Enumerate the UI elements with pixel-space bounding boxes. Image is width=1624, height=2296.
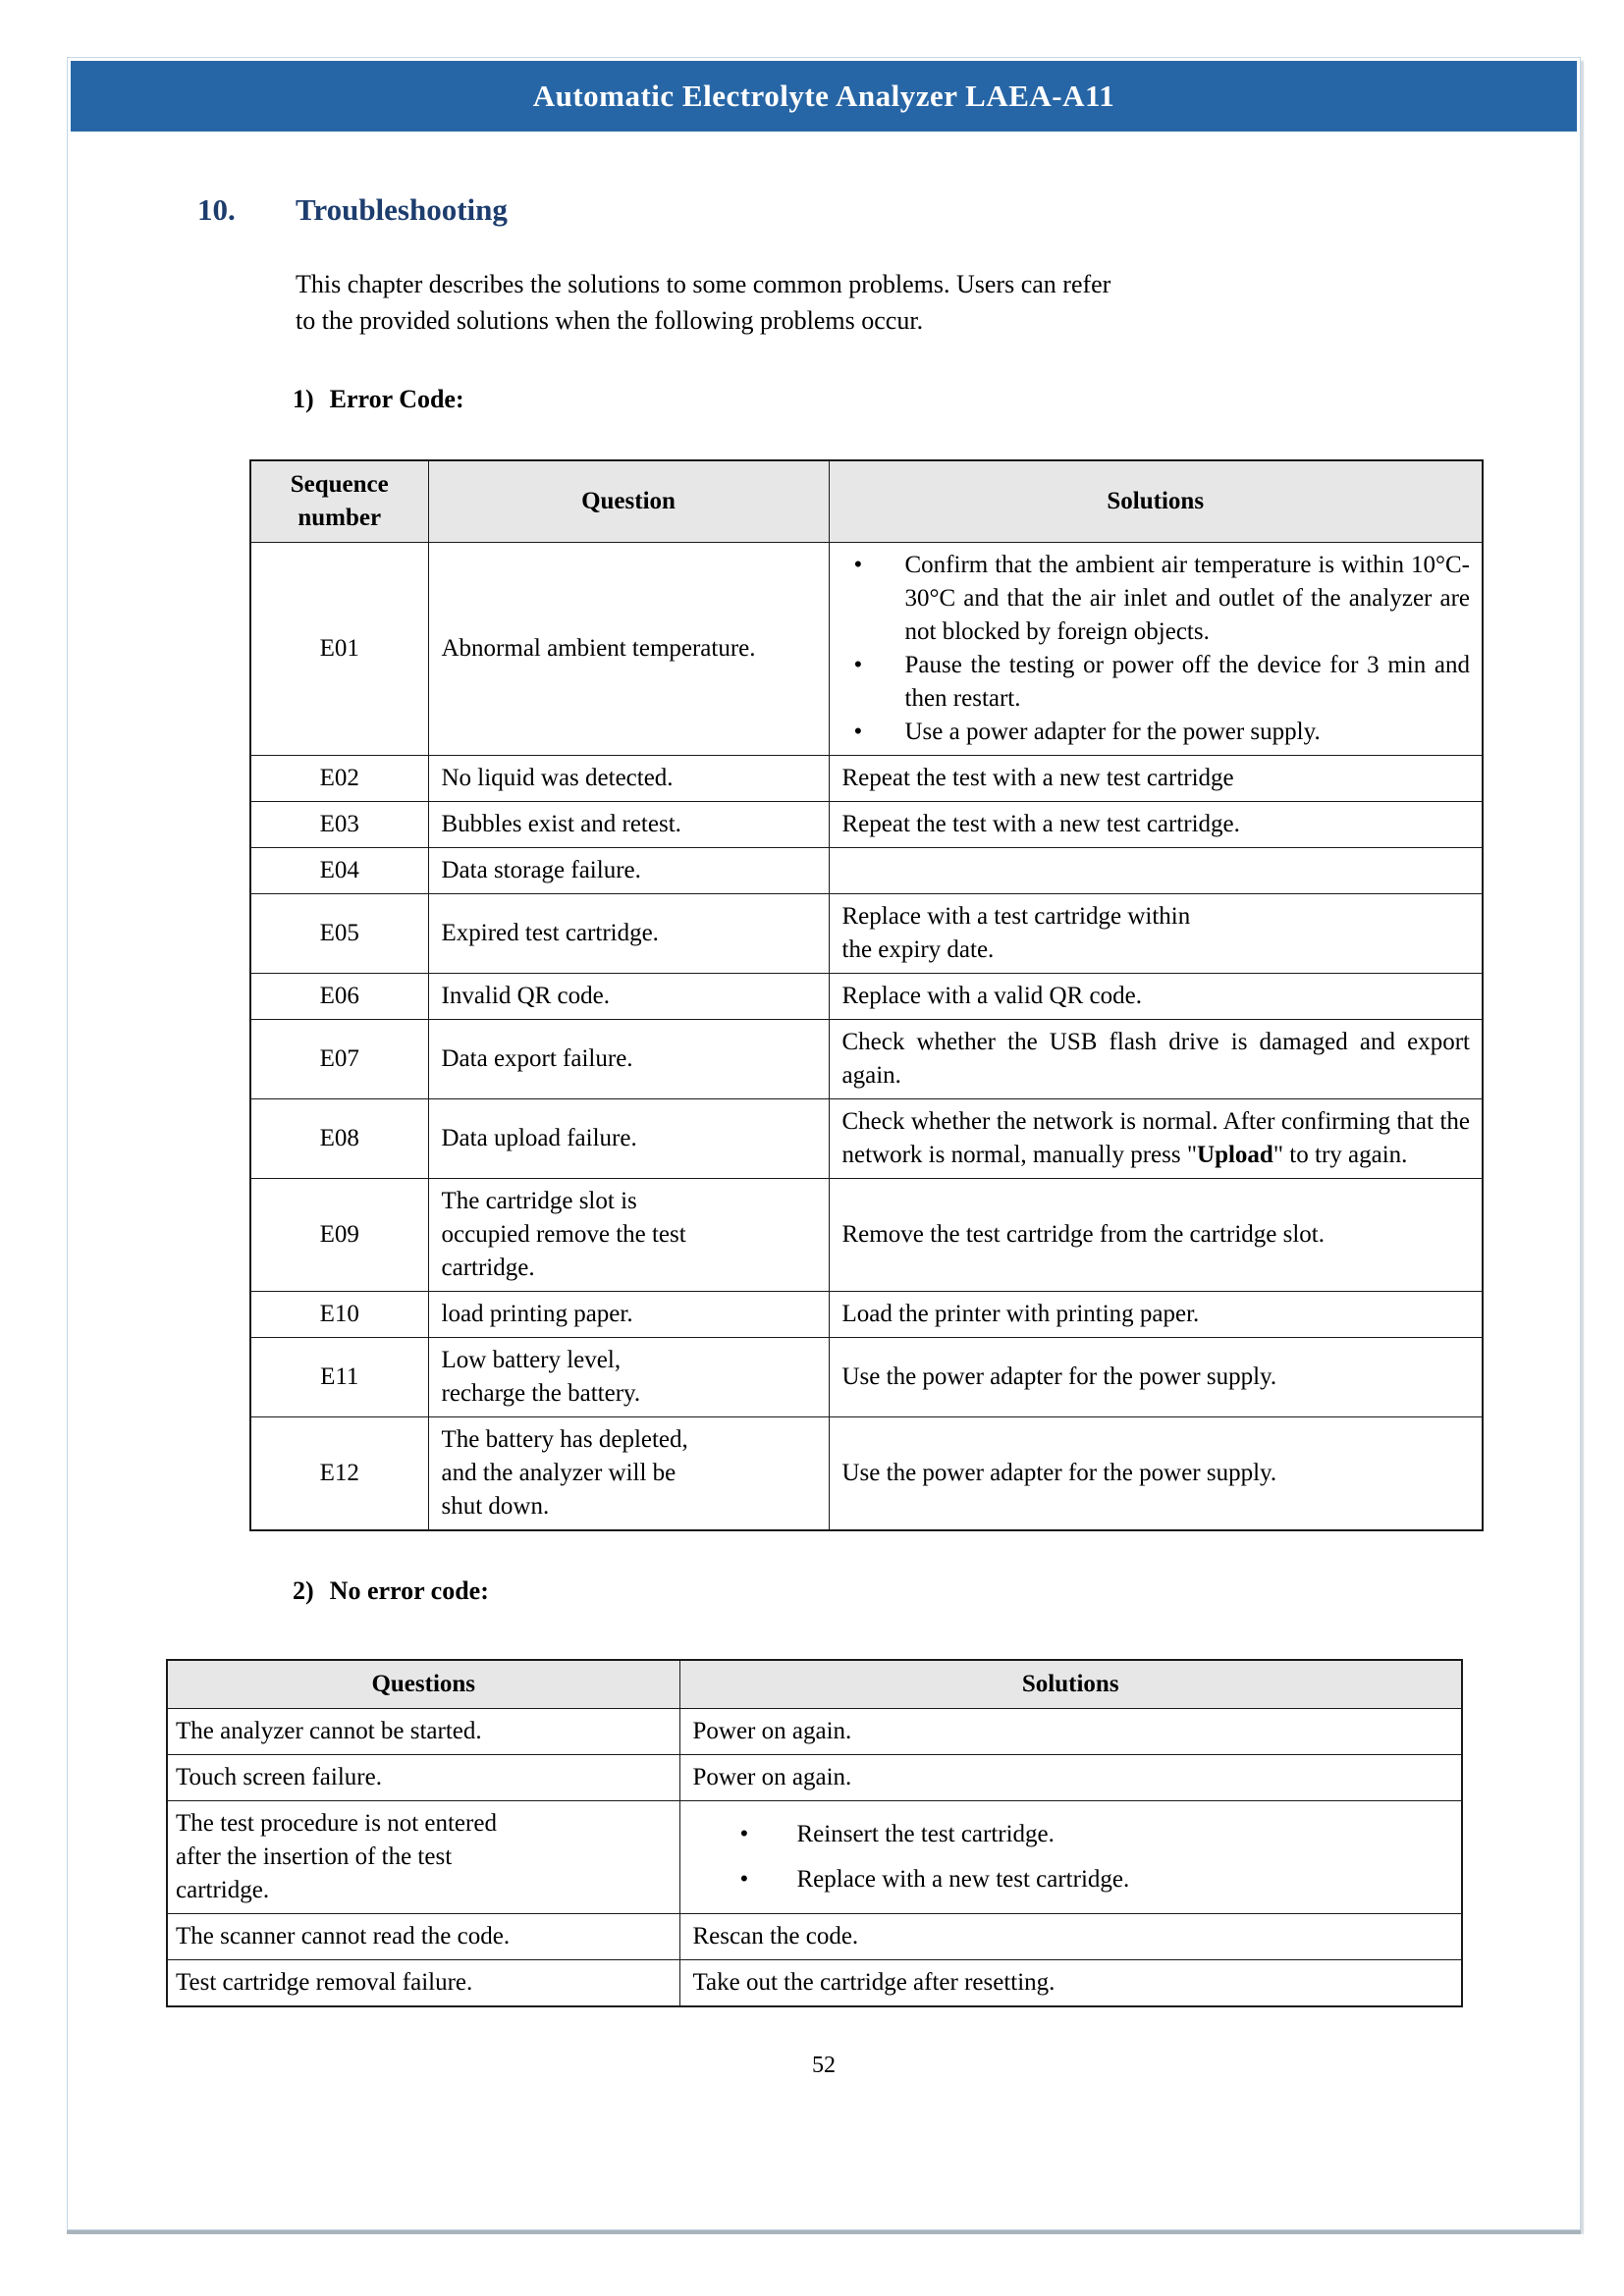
bullet-text: Confirm that the ambient air temperature is within 10°C-30°C and that the air inlet and outlet of the analyzer are not blocked by foreign objects. xyxy=(904,551,1470,645)
sequence-number-cell: E07 xyxy=(250,1019,428,1098)
bullet-item xyxy=(693,1863,1450,1896)
text-segment: " to try again. xyxy=(1272,1141,1408,1168)
bullet-marker: • xyxy=(853,651,863,678)
question-cell: The analyzer cannot be started. xyxy=(167,1708,679,1754)
table-row xyxy=(250,1178,1483,1291)
intro-line: This chapter describes the solutions to some common problems. Users can refer xyxy=(296,270,1111,298)
header-bar xyxy=(71,61,1577,132)
solutions-cell: Remove the test cartridge from the cartridge slot. xyxy=(829,1178,1483,1291)
bullet-text: Replace with a new test cartridge. xyxy=(796,1865,1130,1893)
bullet-text: Pause the testing or power off the device for 3 min and then restart. xyxy=(904,651,1470,712)
solutions-cell: Replace with a valid QR code. xyxy=(829,973,1483,1019)
cell-text xyxy=(842,1105,1471,1172)
text-segment: Check whether the network is normal. After confirming that the network is normal, manually press " xyxy=(841,1107,1470,1168)
sequence-number-cell: E05 xyxy=(250,893,428,973)
solutions-cell xyxy=(829,542,1483,755)
intro-line: to the provided solutions when the following problems occur. xyxy=(296,305,924,335)
sequence-number-cell: E03 xyxy=(250,801,428,847)
table-row xyxy=(250,973,1483,1019)
table-row xyxy=(250,1098,1483,1178)
solutions-cell xyxy=(829,847,1483,893)
subsection-1-heading xyxy=(293,385,1580,414)
solutions-cell: Repeat the test with a new test cartridge. xyxy=(829,801,1483,847)
cell-line: and the analyzer will be xyxy=(441,1459,677,1486)
question-cell: The scanner cannot read the code. xyxy=(167,1913,679,1959)
sequence-number-cell: E08 xyxy=(250,1098,428,1178)
bullet-marker: • xyxy=(739,1865,749,1893)
cell-line: the expiry date. xyxy=(841,935,995,963)
document-page xyxy=(67,57,1581,2230)
cell-line: recharge the battery. xyxy=(441,1379,641,1407)
table-row xyxy=(167,1959,1462,2006)
bullet-marker: • xyxy=(853,718,863,745)
subsection-2-number: 2) xyxy=(293,1575,314,1605)
table-row xyxy=(250,1337,1483,1416)
solutions-cell: Check whether the USB flash drive is damaged and export again. xyxy=(829,1019,1483,1098)
table-row xyxy=(167,1754,1462,1800)
sequence-number-cell: E02 xyxy=(250,755,428,801)
solutions-cell: Use the power adapter for the power supply. xyxy=(829,1337,1483,1416)
bullet-item xyxy=(842,549,1471,649)
question-cell: Expired test cartridge. xyxy=(428,893,829,973)
cell-line: occupied remove the test xyxy=(441,1220,686,1248)
question-cell: Test cartridge removal failure. xyxy=(167,1959,679,2006)
question-cell: Data storage failure. xyxy=(428,847,829,893)
question-cell: Bubbles exist and retest. xyxy=(428,801,829,847)
question-cell: Data upload failure. xyxy=(428,1098,829,1178)
cell-line: Low battery level, xyxy=(441,1346,622,1373)
sequence-number-cell: E06 xyxy=(250,973,428,1019)
solutions-cell: Take out the cartridge after resetting. xyxy=(679,1959,1462,2006)
question-cell: load printing paper. xyxy=(428,1291,829,1337)
question-cell: Invalid QR code. xyxy=(428,973,829,1019)
sequence-number-cell: E01 xyxy=(250,542,428,755)
solutions-cell: Power on again. xyxy=(679,1708,1462,1754)
cell-line: after the insertion of the test xyxy=(176,1842,453,1870)
table-row xyxy=(250,542,1483,755)
bullet-list xyxy=(842,549,1471,749)
question-cell xyxy=(428,1178,829,1291)
sequence-number-cell: E04 xyxy=(250,847,428,893)
intro-paragraph xyxy=(296,267,1464,340)
solutions-cell: Power on again. xyxy=(679,1754,1462,1800)
section-number: 10. xyxy=(197,192,236,227)
table-row xyxy=(250,893,1483,973)
document-title: Automatic Electrolyte Analyzer LAEA-A11 xyxy=(532,79,1115,113)
question-cell: Data export failure. xyxy=(428,1019,829,1098)
solutions-cell xyxy=(829,1098,1483,1178)
bullet-marker: • xyxy=(853,551,863,578)
sequence-number-cell: E10 xyxy=(250,1291,428,1337)
question-cell: Abnormal ambient temperature. xyxy=(428,542,829,755)
subsection-1-number: 1) xyxy=(293,384,314,413)
question-cell xyxy=(167,1800,679,1913)
bullet-marker: • xyxy=(739,1820,749,1847)
sequence-number-cell: E11 xyxy=(250,1337,428,1416)
sequence-number-cell: E09 xyxy=(250,1178,428,1291)
table-row xyxy=(250,847,1483,893)
section-heading xyxy=(197,192,1580,228)
no-error-code-table xyxy=(166,1659,1463,2007)
table-row xyxy=(250,1416,1483,1530)
question-cell xyxy=(428,1337,829,1416)
table-header-row xyxy=(167,1660,1462,1709)
table-row xyxy=(250,1291,1483,1337)
table-row xyxy=(167,1800,1462,1913)
bold-text: Upload xyxy=(1197,1141,1273,1168)
cell-line: Replace with a test cartridge within xyxy=(841,902,1191,930)
question-cell: No liquid was detected. xyxy=(428,755,829,801)
column-header-solutions: Solutions xyxy=(679,1660,1462,1709)
solutions-cell: Load the printer with printing paper. xyxy=(829,1291,1483,1337)
table-row xyxy=(250,1019,1483,1098)
bullet-item xyxy=(842,649,1471,716)
bullet-item xyxy=(693,1818,1450,1851)
subsection-2-heading xyxy=(293,1576,1580,1606)
cell-line: cartridge. xyxy=(441,1254,535,1281)
table-row xyxy=(250,801,1483,847)
bullet-text: Reinsert the test cartridge. xyxy=(796,1820,1055,1847)
page-number: 52 xyxy=(812,2052,836,2078)
subsection-1-label: Error Code: xyxy=(329,384,464,413)
table-row xyxy=(167,1913,1462,1959)
solutions-cell: Repeat the test with a new test cartridge xyxy=(829,755,1483,801)
solutions-cell xyxy=(679,1800,1462,1913)
cell-line: cartridge. xyxy=(176,1876,270,1903)
column-header-solutions: Solutions xyxy=(829,460,1483,543)
cell-line: The cartridge slot is xyxy=(441,1187,637,1214)
solutions-cell: Rescan the code. xyxy=(679,1913,1462,1959)
bullet-list xyxy=(693,1812,1450,1902)
table-row xyxy=(250,755,1483,801)
table-row xyxy=(167,1708,1462,1754)
cell-line: The test procedure is not entered xyxy=(176,1809,497,1837)
question-cell: Touch screen failure. xyxy=(167,1754,679,1800)
bullet-item xyxy=(842,716,1471,749)
solutions-cell xyxy=(829,893,1483,973)
bullet-text: Use a power adapter for the power supply. xyxy=(904,718,1321,745)
section-title: Troubleshooting xyxy=(296,192,508,227)
column-header-sequence-number: Sequence number xyxy=(250,460,428,543)
column-header-question: Question xyxy=(428,460,829,543)
cell-line: shut down. xyxy=(441,1492,550,1520)
sequence-number-cell: E12 xyxy=(250,1416,428,1530)
error-code-table xyxy=(249,459,1484,1531)
subsection-2-label: No error code: xyxy=(329,1575,489,1605)
cell-line: The battery has depleted, xyxy=(441,1425,688,1453)
table-header-row xyxy=(250,460,1483,543)
question-cell xyxy=(428,1416,829,1530)
column-header-questions: Questions xyxy=(167,1660,679,1709)
solutions-cell: Use the power adapter for the power supply. xyxy=(829,1416,1483,1530)
